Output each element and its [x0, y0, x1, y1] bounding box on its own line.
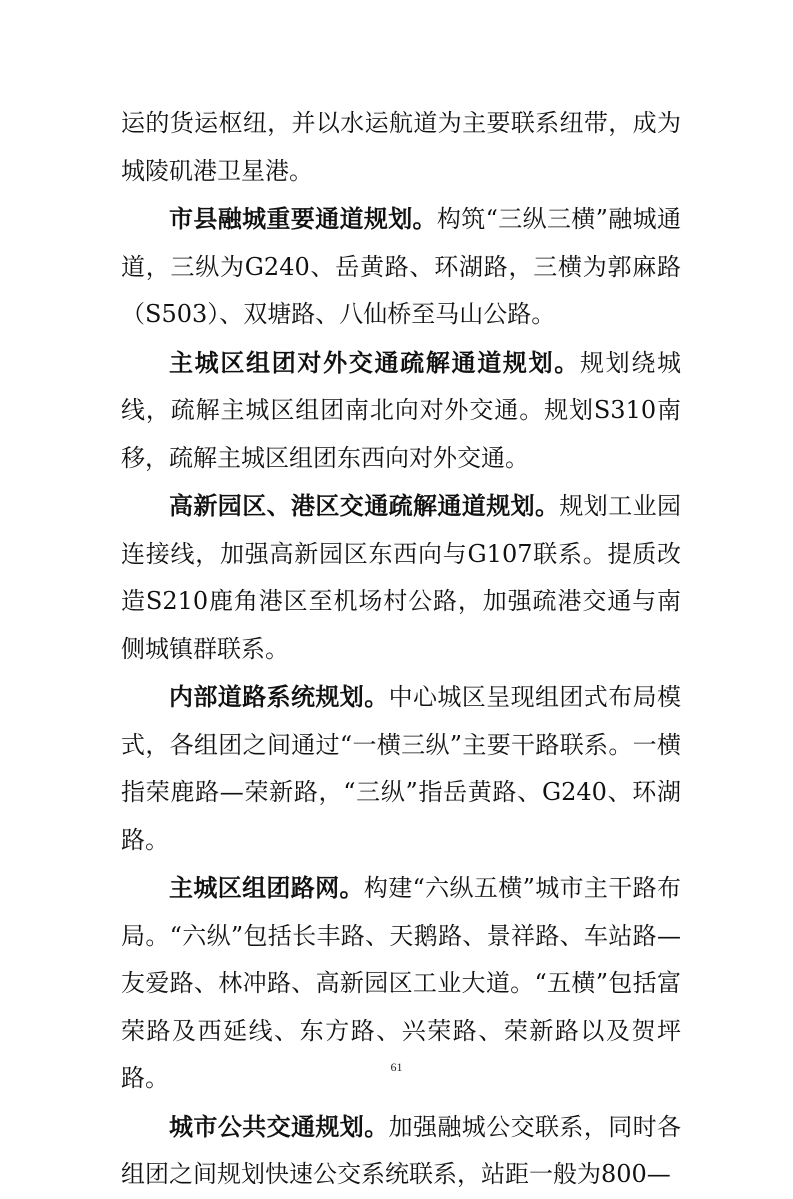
paragraph-body: 构建“六纵五横”城市主干路布局。“六纵”包括长丰路、天鹅路、景祥路、车站路—友爱路、林冲路、高新园区工业大道。“五横”包括富荣路及西延线、东方路、兴荣路、荣新路以及贺坪路。: [121, 874, 681, 1092]
paragraph-heading: 市县融城重要通道规划。: [169, 204, 437, 233]
paragraph-public-transport: [121, 1103, 681, 1199]
paragraph-heading: 城市公共交通规划。: [169, 1111, 389, 1141]
continuation-paragraph: 运的货运枢纽，并以水运航道为主要联系纽带，成为城陵矶港卫星港。: [121, 109, 681, 185]
paragraph-body: 中心城区呈现组团式布局模式，各组团之间通过“一横三纵”主要干路联系。一横指荣鹿路—荣新路，“三纵”指岳黄路、G240、环湖路。: [121, 683, 682, 854]
page-number: 61: [390, 1060, 403, 1074]
body-text: [121, 100, 681, 1199]
paragraph-heading: 主城区组团路网。: [169, 873, 364, 902]
paragraph-heading: 高新园区、港区交通疏解通道规划。: [169, 491, 560, 520]
paragraph-main-district-external-traffic: [121, 339, 681, 483]
paragraph-heading: 主城区组团对外交通疏解通道规划。: [169, 347, 580, 377]
paragraph-hitech-port-traffic: [121, 482, 681, 673]
paragraph-body: 构筑“三纵三横”融城通道，三纵为G240、岳黄路、环湖路，三横为郭麻路（S503）、双塘路、八仙桥至马山公路。: [121, 205, 681, 328]
paragraph-heading: 内部道路系统规划。: [169, 682, 389, 711]
paragraph-body: 规划工业园连接线，加强高新园区东西向与G107联系。提质改造S210鹿角港区至机场村公路，加强疏港交通与南侧城镇群联系。: [121, 492, 682, 663]
paragraph-body: 规划绕城线，疏解主城区组团南北向对外交通。规划S310南移，疏解主城区组团东西向对外交通。: [121, 348, 682, 472]
paragraph-county-integration-corridors: [121, 195, 681, 339]
paragraph-internal-road-system: [121, 673, 681, 864]
paragraph-body: 加强融城公交联系，同时各组团之间规划快速公交系统联系，站距一般为800—: [121, 1112, 682, 1188]
